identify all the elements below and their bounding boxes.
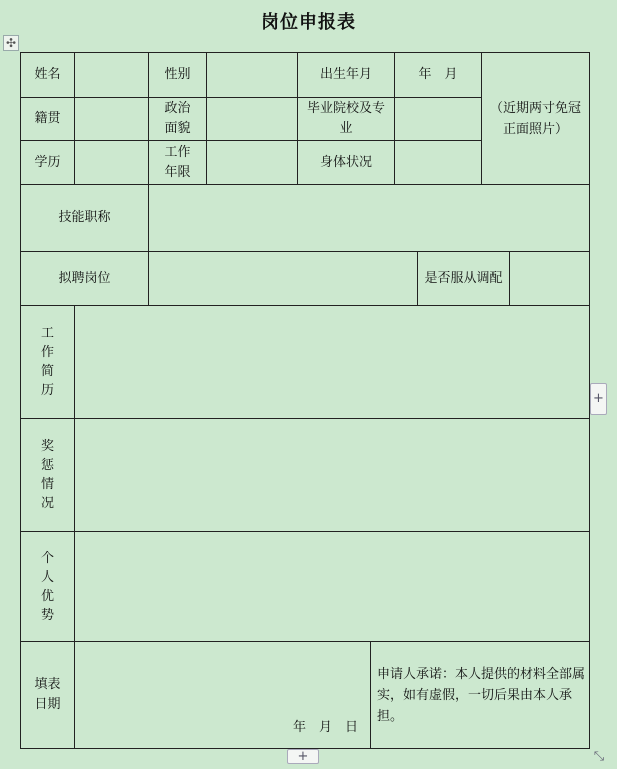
pledge-cell <box>370 641 590 749</box>
input-birth[interactable]: 年 月 <box>394 52 482 98</box>
input-political-status[interactable] <box>206 97 298 141</box>
label-work-years: 工作年限 <box>148 140 207 185</box>
label-fill-date: 填表日期 <box>20 641 75 749</box>
input-work-history[interactable] <box>74 305 590 419</box>
input-strengths[interactable] <box>74 531 590 642</box>
label-strengths: 个人优势 <box>20 531 75 642</box>
label-accept-adjust: 是否服从调配 <box>417 251 510 306</box>
label-name: 姓名 <box>20 52 75 98</box>
date-placeholder: 年 月 日 <box>292 720 358 735</box>
add-row-icon[interactable]: + <box>287 749 319 764</box>
input-health[interactable] <box>394 140 482 185</box>
input-work-years[interactable] <box>206 140 298 185</box>
table-move-icon[interactable]: ✣ <box>3 35 19 51</box>
label-health: 身体状况 <box>297 140 395 185</box>
label-education: 学历 <box>20 140 75 185</box>
input-school-major[interactable] <box>394 97 482 141</box>
form-title: 岗位申报表 <box>261 12 356 33</box>
label-birth: 出生年月 <box>297 52 395 98</box>
input-accept-adjust[interactable] <box>509 251 590 306</box>
pledge-text: 申请人承诺：本人提供的材料全部属实，如有虚假，一切后果由本人承担。 <box>377 666 586 724</box>
label-rewards-penalties: 奖惩情况 <box>20 418 75 532</box>
input-skill-title[interactable] <box>148 184 590 252</box>
label-skill-title: 技能职称 <box>20 184 149 252</box>
photo-placeholder: （近期两寸免冠正面照片） <box>489 100 581 137</box>
input-name[interactable] <box>74 52 149 98</box>
input-rewards-penalties[interactable] <box>74 418 590 532</box>
label-desired-post: 拟聘岗位 <box>20 251 149 306</box>
label-work-history: 工作简历 <box>20 305 75 419</box>
label-native-place: 籍贯 <box>20 97 75 141</box>
photo-cell[interactable] <box>481 52 590 185</box>
label-gender: 性别 <box>148 52 207 98</box>
label-political-status: 政治面貌 <box>148 97 207 141</box>
input-native-place[interactable] <box>74 97 149 141</box>
input-gender[interactable] <box>206 52 298 98</box>
input-education[interactable] <box>74 140 149 185</box>
add-column-icon[interactable]: + <box>590 383 607 415</box>
input-desired-post[interactable] <box>148 251 418 306</box>
input-fill-date[interactable] <box>74 641 371 749</box>
table-resize-icon[interactable]: ⤡ <box>593 749 605 764</box>
label-school-major: 毕业院校及专业 <box>297 97 395 141</box>
